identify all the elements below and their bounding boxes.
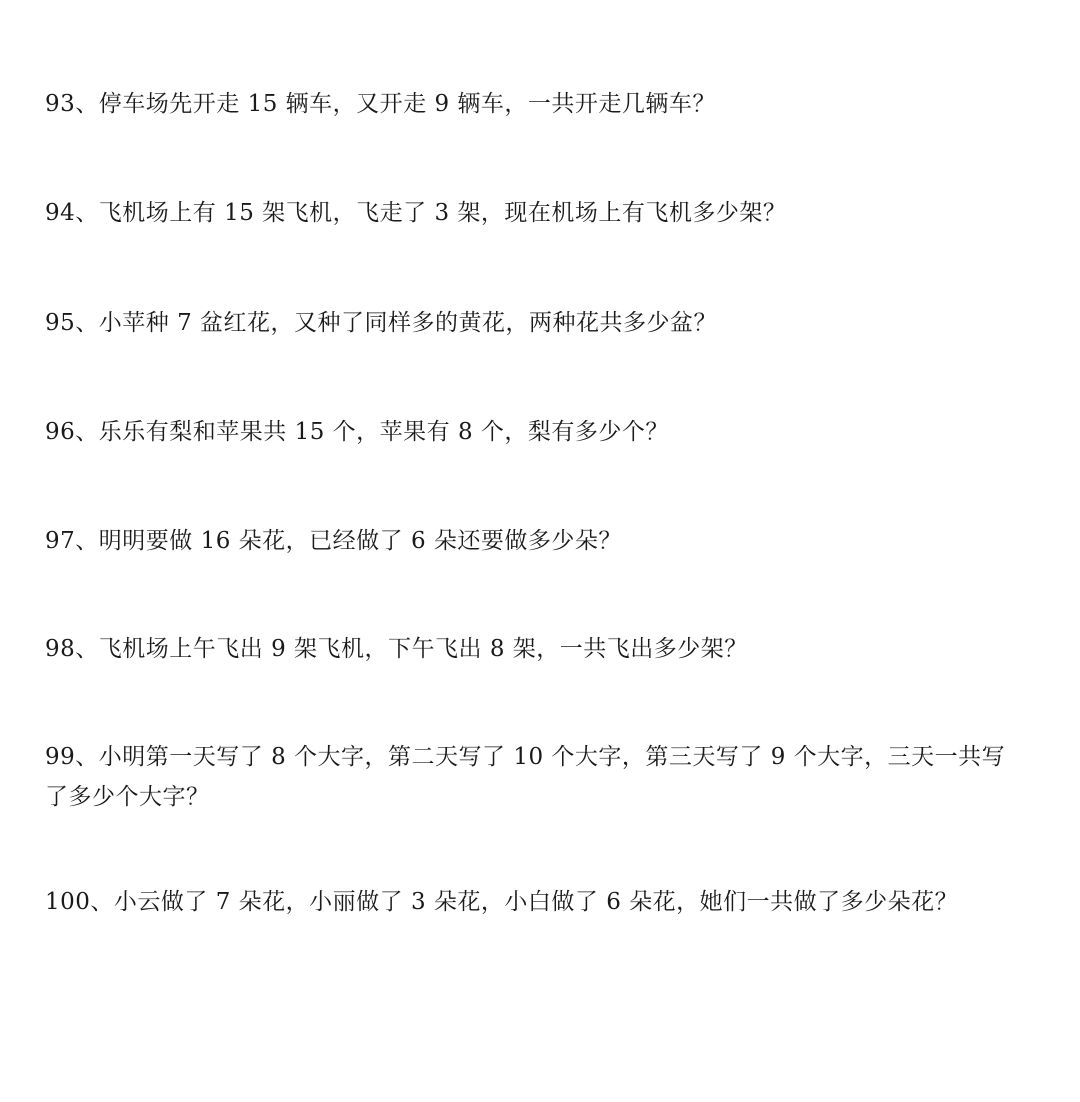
problem-93: 93、停车场先开走 15 辆车，又开走 9 辆车，一共开走几辆车？ bbox=[45, 91, 716, 117]
problem-94: 94、飞机场上有 15 架飞机，飞走了 3 架，现在机场上有飞机多少架？ bbox=[45, 200, 787, 226]
problem-95: 95、小苹种 7 盆红花，又种了同样多的黄花，两种花共多少盆？ bbox=[45, 310, 718, 336]
problem-99: 99、小明第一天写了 8 个大字，第二天写了 10 个大字，第三天写了 9 个大字，三天一共写了多少个大字？ bbox=[45, 744, 1006, 810]
problem-96: 96、乐乐有梨和苹果共 15 个，苹果有 8 个，梨有多少个？ bbox=[45, 419, 669, 445]
problem-100: 100、小云做了 7 朵花，小丽做了 3 朵花，小白做了 6 朵花，她们一共做了多少朵花？ bbox=[45, 889, 959, 915]
problem-97: 97、明明要做 16 朵花，已经做了 6 朵还要做多少朵？ bbox=[45, 528, 622, 554]
problem-98: 98、飞机场上午飞出 9 架飞机，下午飞出 8 架，一共飞出多少架？ bbox=[45, 636, 748, 662]
